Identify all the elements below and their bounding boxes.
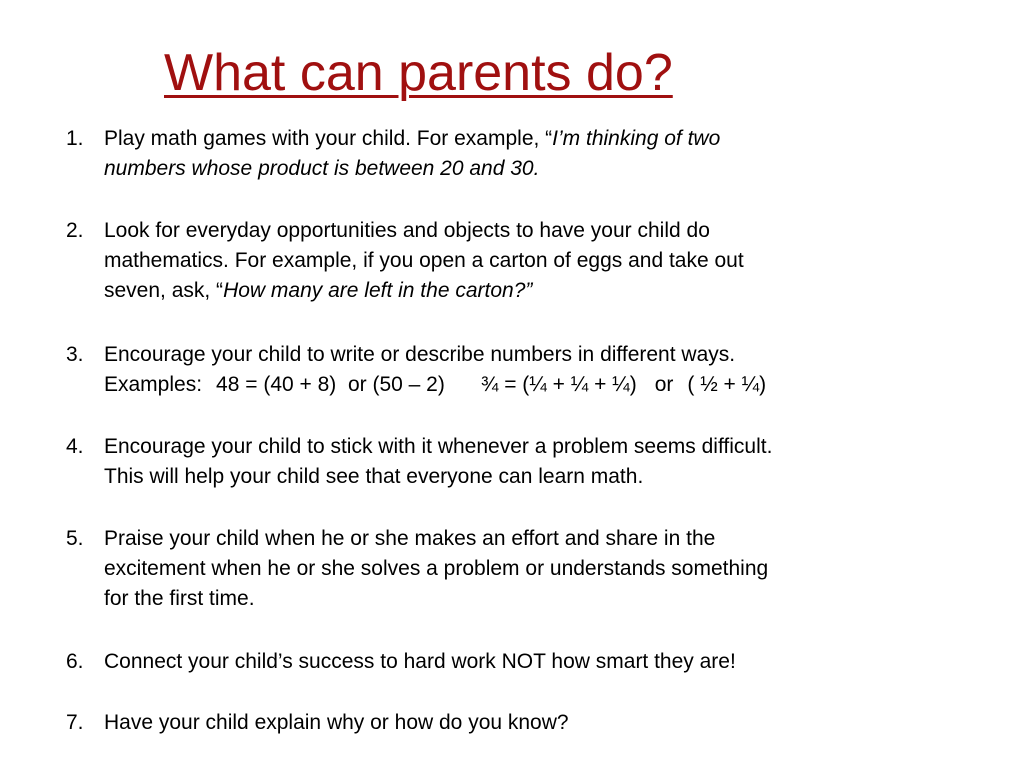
tip-text-plain: seven, ask, “ [104,279,224,302]
tip-line: Have your child explain why or how do you know? [104,711,569,734]
tip-number: 4. [66,435,84,458]
example-three-quarters: ¾ = (¼ + ¼ + ¼) [480,373,637,396]
tip-text-plain: Play math games with your child. For example, “ [104,127,553,150]
tip-number: 6. [66,650,84,673]
tip-number: 2. [66,219,84,242]
tip-text [104,708,966,738]
tip-line: Encourage your child to write or describe numbers in different ways. [104,343,736,366]
example-half-quarter: ( ½ + ¼) [687,373,767,396]
slide-title: What can parents do? [164,44,673,102]
tip-item-2 [66,216,966,306]
tip-text [104,524,966,614]
tip-line [104,276,966,306]
tip-line: This will help your child see that everyone can learn math. [104,465,644,488]
tip-line: Connect your child’s success to hard work NOT how smart they are! [104,650,736,673]
tip-text [104,647,966,677]
tip-item-1 [66,124,966,184]
tip-line: Encourage your child to stick with it whenever a problem seems difficult. [104,435,773,458]
tip-text-italic: I’m thinking of two [552,127,721,150]
tip-text [104,216,966,306]
tip-text-italic: How many are left in the carton?” [223,279,533,302]
tip-item-7 [66,708,966,738]
tip-number: 1. [66,127,84,150]
tip-line [104,124,966,154]
tip-line: Look for everyday opportunities and objects to have your child do [104,219,710,242]
tip-number: 3. [66,343,84,366]
tip-item-6 [66,647,966,677]
tip-examples-line [104,370,966,400]
tip-text [104,124,966,184]
tip-item-4 [66,432,966,492]
tip-text [104,432,966,492]
tip-line: excitement when he or she solves a problem or understands something [104,557,769,580]
tip-item-3 [66,340,966,400]
tip-line: Praise your child when he or she makes an effort and share in the [104,527,716,550]
example-or: or [654,373,674,396]
example-48: 48 = (40 + 8) or (50 – 2) [216,373,445,396]
examples-label: Examples: [104,373,203,396]
tip-text [104,340,966,400]
tip-number: 7. [66,711,84,734]
tip-line: mathematics. For example, if you open a carton of eggs and take out [104,249,744,272]
tip-line: for the first time. [104,587,255,610]
tip-item-5 [66,524,966,614]
tip-line: numbers whose product is between 20 and 30. [104,157,540,180]
tip-number: 5. [66,527,84,550]
